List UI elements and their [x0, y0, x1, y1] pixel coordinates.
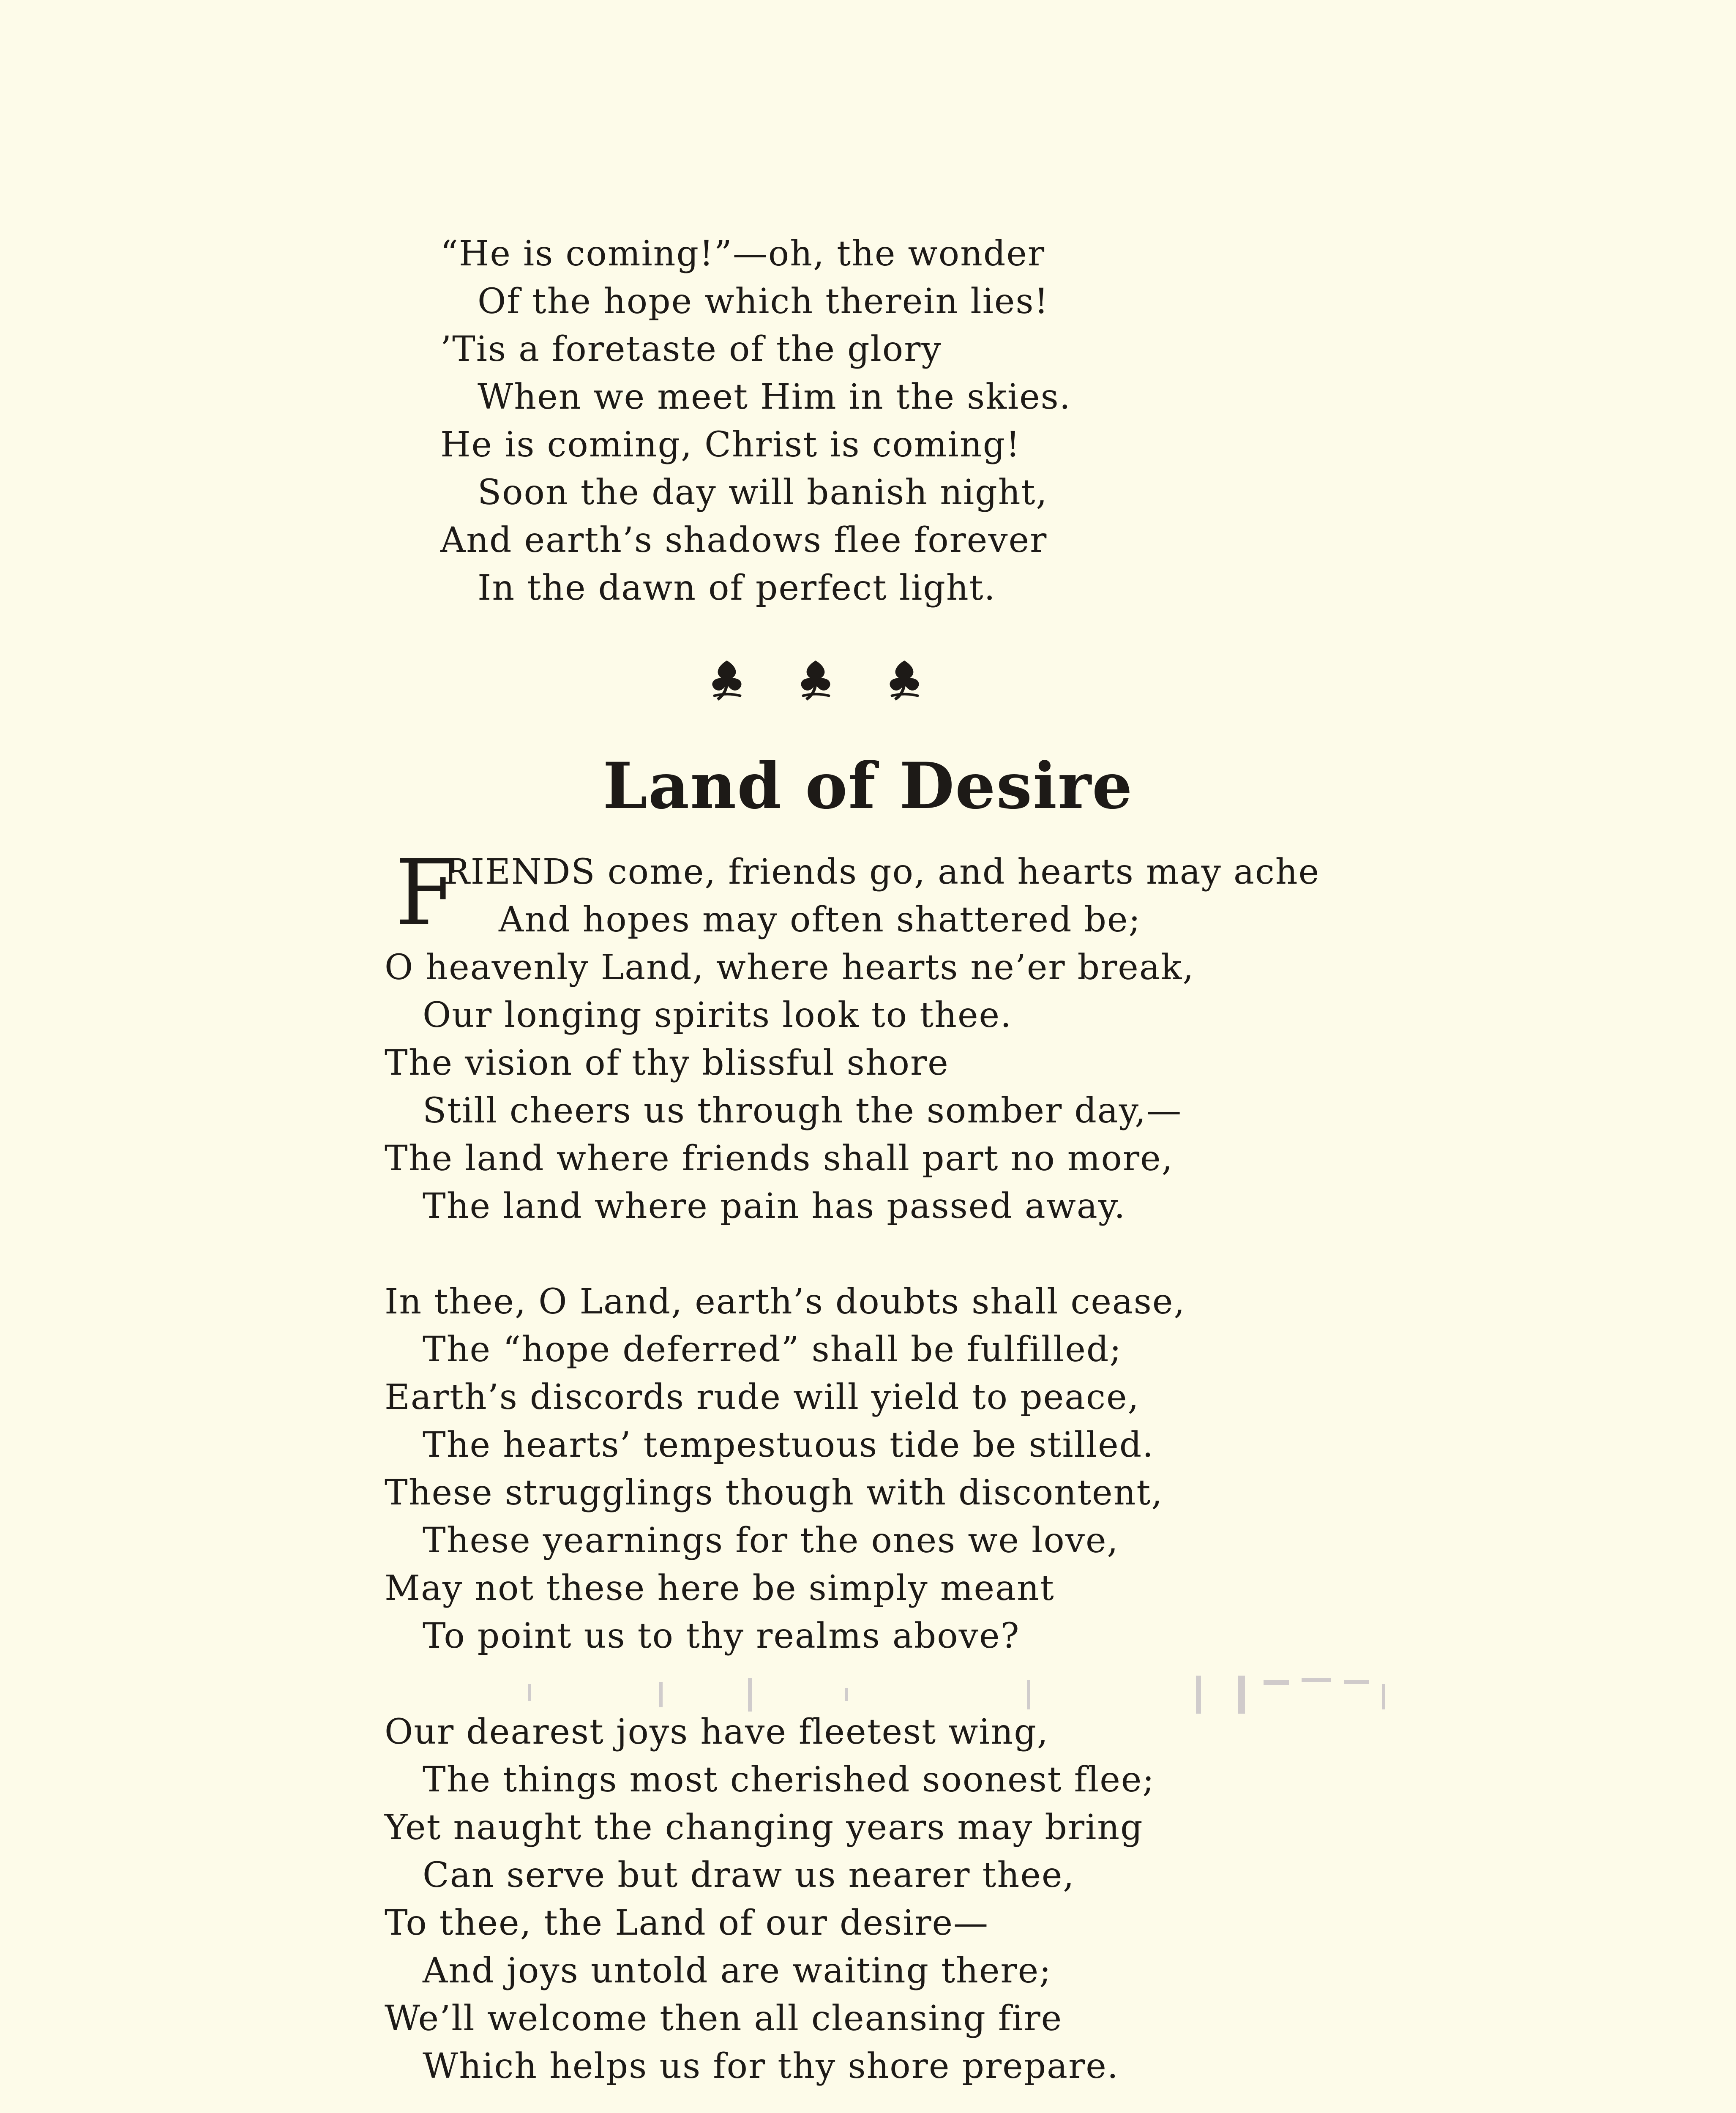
verse-line: The vision of thy blissful shore	[385, 1043, 949, 1083]
verse-line: Our longing spirits look to thee.	[423, 995, 1013, 1035]
verse-line: The land where friends shall part no more,	[385, 1138, 1174, 1179]
verse-line: And hopes may often shattered be;	[499, 900, 1141, 940]
verse-line: Soon the day will banish night,	[478, 472, 1048, 513]
verse-line: These strugglings though with discontent,	[385, 1473, 1163, 1513]
verse-line: And earth’s shadows flee forever	[440, 520, 1048, 560]
verse-line: Earth’s discords rude will yield to peace,	[385, 1377, 1140, 1417]
verse-line: “He is coming!”—oh, the wonder	[440, 234, 1045, 274]
verse-line: To point us to thy realms above?	[423, 1616, 1020, 1656]
verse-line: The land where pain has passed away.	[423, 1186, 1126, 1226]
stamp-bleed-through	[520, 1667, 1407, 1718]
verse-line: The hearts’ tempestuous tide be stilled.	[423, 1425, 1155, 1465]
verse-line: Which helps us for thy shore prepare.	[423, 2046, 1119, 2086]
verse-line: Still cheers us through the somber day,—	[423, 1091, 1182, 1131]
verse-line: In the dawn of perfect light.	[478, 568, 996, 608]
section-divider	[706, 657, 925, 704]
verse-line: In thee, O Land, earth’s doubts shall cease,	[385, 1282, 1186, 1322]
drop-cap: F	[395, 840, 459, 946]
verse-line: Our dearest joys have fleetest wing,	[385, 1712, 1049, 1752]
verse-line: ’Tis a foretaste of the glory	[440, 329, 942, 369]
poem-title: Land of Desire	[603, 749, 1133, 823]
verse-line: The things most cherished soonest flee;	[423, 1760, 1155, 1800]
verse-line: Yet naught the changing years may bring	[385, 1807, 1144, 1848]
leaf-ornament-icon	[794, 657, 837, 704]
verse-line: These yearnings for the ones we love,	[423, 1521, 1119, 1561]
verse-line: Of the hope which therein lies!	[478, 281, 1049, 322]
verse-line: He is coming, Christ is coming!	[440, 425, 1021, 465]
verse-line: The “hope deferred” shall be fulfilled;	[423, 1329, 1122, 1370]
verse-line: O heavenly Land, where hearts ne’er break,	[385, 947, 1195, 988]
verse-line: And joys untold are waiting there;	[423, 1951, 1052, 1991]
leaf-ornament-icon	[883, 657, 925, 704]
verse-line: Can serve but draw us nearer thee,	[423, 1855, 1075, 1895]
leaf-ornament-icon	[706, 657, 748, 704]
verse-line: RIENDS come, friends go, and hearts may ache	[444, 852, 1320, 892]
verse-line: When we meet Him in the skies.	[478, 377, 1071, 417]
verse-line: We’ll welcome then all cleansing fire	[385, 1998, 1063, 2039]
verse-line: May not these here be simply meant	[385, 1568, 1055, 1608]
verse-line: To thee, the Land of our desire—	[385, 1903, 989, 1943]
